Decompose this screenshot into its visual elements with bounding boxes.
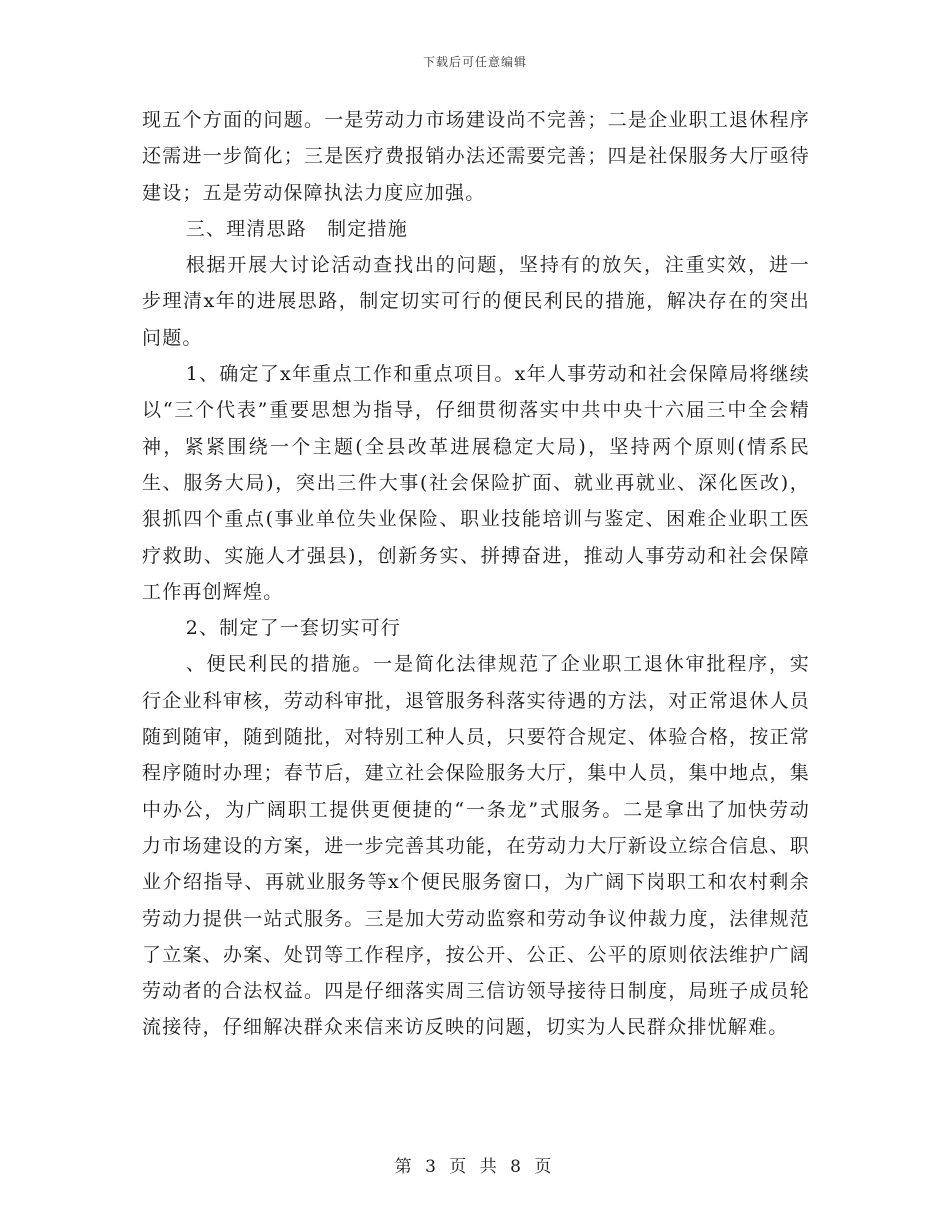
paragraph-intro: 根据开展大讨论活动查找出的问题，坚持有的放矢，注重实效，进一步理清x年的进展思路，制定切实可行的便民利民的措施，解决存在的突出问题。 <box>142 254 810 349</box>
page-footer: 第 3 页 共 8 页 <box>394 1157 556 1177</box>
section-heading: 三、理清思路 制定措施 <box>185 217 408 240</box>
document-body <box>142 102 810 1046</box>
paragraph-item-2-body: 、便民利民的措施。一是简化法律规范了企业职工退休审批程序，实行企业科审核，劳动科审批，退管服务科落实待遇的方法，对正常退休人员随到随审，随到随批，对特别工种人员，只要符合规定、体验合格，按正常程序随时办理；春节后，建立社会保险服务大厅，集中人员，集中地点，集中办公，为广阔职工提供更便捷的“一条龙”式服务。二是拿出了加快劳动力市场建设的方案，进一步完善其功能，在劳动力大厅新设立综合信息、职业介绍指导、再就业服务等x个便民服务窗口，为广阔下岗职工和农村剩余劳动力提供一站式服务。三是加大劳动监察和劳动争议仲裁力度，法律规范了立案、办案、处罚等工作程序，按公开、公正、公平的原则依法维护广阔劳动者的合法权益。四是仔细落实周三信访领导接待日制度，局班子成员轮流接待，仔细解决群众来信来访反映的问题，切实为人民群众排忧解难。 <box>142 653 810 1039</box>
paragraph-problems-summary: 现五个方面的问题。一是劳动力市场建设尚不完善；二是企业职工退休程序还需进一步简化；三是医疗费报销办法还需要完善；四是社保服务大厅亟待建设；五是劳动保障执法力度应加强。 <box>142 109 810 204</box>
page-header: 下载后可任意编辑 <box>422 55 527 69</box>
paragraph-item-2-heading: 2、制定了一套切实可行 <box>185 617 401 640</box>
paragraph-item-1: 1、确定了x年重点工作和重点项目。x年人事劳动和社会保障局将继续以“三个代表”重要思想为指导，仔细贯彻落实中共中央十六届三中全会精神，紧紧围绕一个主题(全县改革进展稳定大局)，坚持两个原则(情系民生、服务大局)，突出三件大事(社会保险扩面、就业再就业、深化医改)，狠抓四个重点(事业单位失业保险、职业技能培训与鉴定、困难企业职工医疗救助、实施人才强县)，创新务实、拼搏奋进，推动人事劳动和社会保障工作再创辉煌。 <box>142 363 810 603</box>
